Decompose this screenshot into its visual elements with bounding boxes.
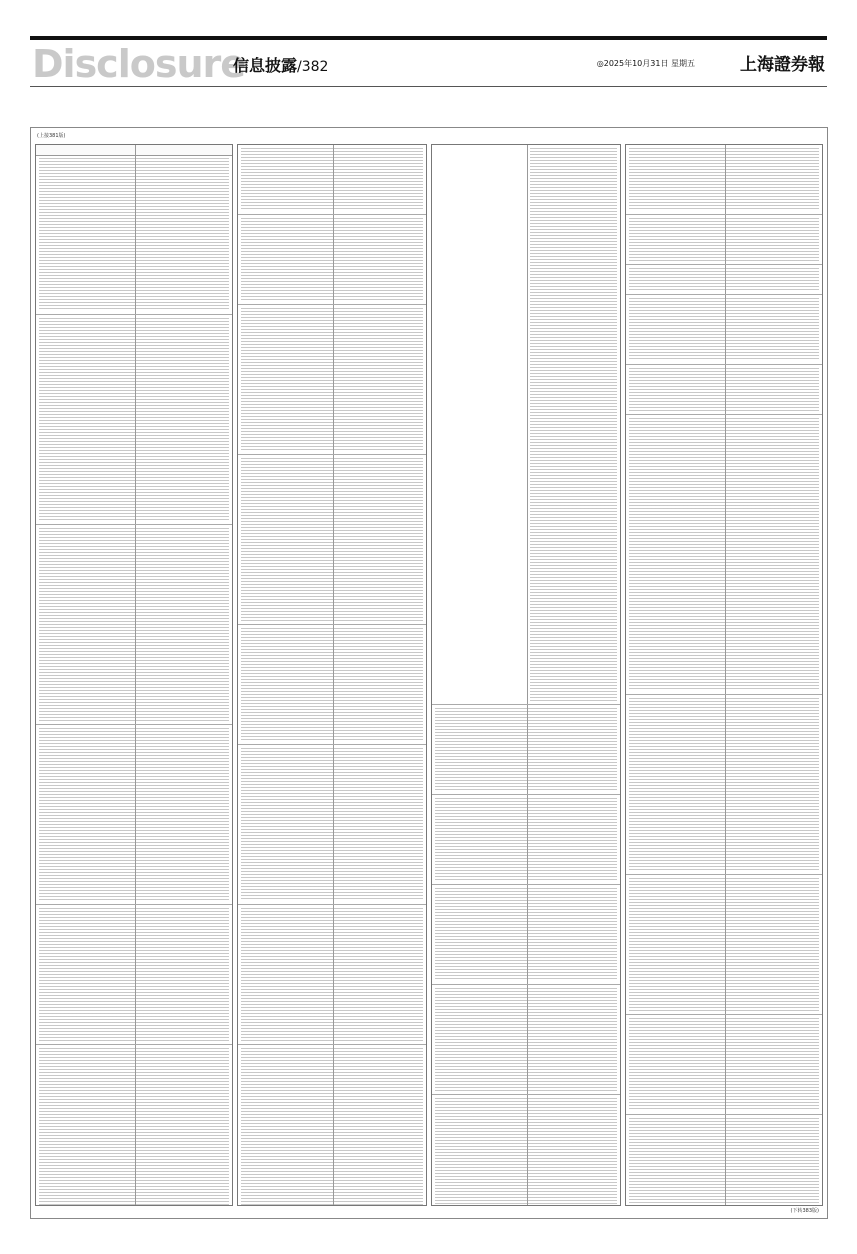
table-row — [36, 1045, 232, 1206]
table-row — [432, 795, 620, 885]
text-block — [241, 458, 423, 621]
text-block — [435, 798, 617, 881]
table-row — [626, 145, 822, 215]
table-row — [626, 295, 822, 365]
text-block — [241, 308, 423, 451]
continued-from-label: (上接381版) — [37, 133, 66, 139]
table-row — [238, 1045, 426, 1206]
text-block — [39, 1048, 229, 1206]
table-row — [626, 365, 822, 415]
text-block — [39, 318, 229, 521]
table-row — [238, 625, 426, 745]
table-row — [36, 525, 232, 725]
text-block — [629, 268, 819, 291]
table-row — [238, 905, 426, 1045]
table-row — [238, 305, 426, 455]
table-row — [238, 745, 426, 905]
table-row — [238, 215, 426, 305]
table-row — [626, 1115, 822, 1206]
issue-date: ◎2025年10月31日 星期五 — [596, 59, 695, 68]
text-block — [39, 158, 229, 311]
text-block — [241, 1048, 423, 1206]
section-title — [233, 53, 328, 76]
text-block — [241, 148, 423, 211]
table-row — [432, 1095, 620, 1206]
table-row — [432, 885, 620, 985]
brand-logo: Disclosure — [32, 42, 246, 86]
text-block — [435, 708, 617, 791]
text-block — [241, 908, 423, 1041]
table-row — [626, 215, 822, 265]
text-block — [629, 148, 819, 211]
newspaper-name: 上海證券報 — [740, 55, 825, 75]
comparison-table-column-1 — [35, 144, 233, 1206]
comparison-table-column-3 — [431, 144, 621, 1206]
section-name: 信息披露 — [233, 56, 298, 75]
table-row — [432, 145, 620, 705]
text-block — [629, 698, 819, 871]
text-block — [39, 908, 229, 1041]
table-row — [626, 265, 822, 295]
comparison-table-column-2 — [237, 144, 427, 1206]
text-block — [241, 628, 423, 741]
text-block — [530, 148, 617, 701]
text-block — [629, 298, 819, 361]
text-block — [629, 1118, 819, 1206]
table-row — [626, 415, 822, 695]
disclosure-sheet — [30, 127, 828, 1219]
text-block — [629, 218, 819, 261]
table-row — [36, 315, 232, 525]
text-block — [241, 218, 423, 301]
text-block — [629, 368, 819, 411]
table-row — [626, 695, 822, 875]
table-row — [36, 905, 232, 1045]
table-row — [626, 1015, 822, 1115]
table-row — [36, 725, 232, 905]
text-block — [435, 988, 617, 1091]
table-row — [626, 875, 822, 1015]
table-row — [238, 145, 426, 215]
continued-to-label: (下转383版) — [790, 1208, 819, 1214]
text-block — [435, 1098, 617, 1206]
text-block — [629, 418, 819, 691]
text-block — [629, 878, 819, 1011]
page-number: /382 — [297, 59, 329, 75]
text-block — [435, 888, 617, 981]
table-row — [238, 455, 426, 625]
text-block — [629, 1018, 819, 1111]
table-row — [432, 705, 620, 795]
table-row — [432, 985, 620, 1095]
text-block — [241, 748, 423, 901]
text-block — [39, 528, 229, 721]
table-row — [36, 155, 232, 315]
comparison-table-column-4 — [625, 144, 823, 1206]
header-rule — [30, 86, 827, 87]
masthead — [30, 40, 827, 86]
text-block — [39, 728, 229, 901]
